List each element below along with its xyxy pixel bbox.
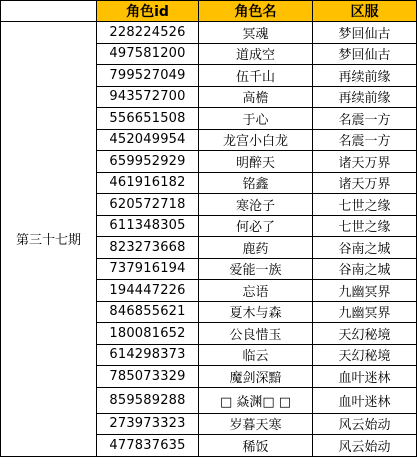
role-name-cell: 魔剑深黯 <box>199 366 313 388</box>
role-name-cell: 稀饭 <box>199 435 313 457</box>
server-cell: 九幽冥界 <box>313 280 417 302</box>
server-cell: 诸天万界 <box>313 151 417 173</box>
table-header-row <box>1 1 417 22</box>
role-id-cell: 452049954 <box>97 129 199 151</box>
role-id-cell: 620572718 <box>97 194 199 216</box>
role-id-cell: 799527049 <box>97 65 199 87</box>
table-row <box>1 22 417 44</box>
header-role-name: 角色名 <box>199 1 313 22</box>
server-cell: 名震一方 <box>313 108 417 130</box>
server-cell: 血叶迷林 <box>313 387 417 413</box>
header-server: 区服 <box>313 1 417 22</box>
role-id-cell: 180081652 <box>97 323 199 345</box>
role-name-cell: 伍千山 <box>199 65 313 87</box>
server-cell: 梦回仙古 <box>313 43 417 65</box>
role-id-cell: 611348305 <box>97 215 199 237</box>
role-id-cell: 614298373 <box>97 344 199 366</box>
server-cell: 天幻秘境 <box>313 344 417 366</box>
role-id-cell: 477837635 <box>97 435 199 457</box>
header-blank <box>1 1 97 22</box>
server-cell: 风云始动 <box>313 413 417 435</box>
period-label: 第三十七期 <box>1 22 97 457</box>
role-name-cell: 岁暮天寒 <box>199 413 313 435</box>
server-cell: 九幽冥界 <box>313 301 417 323</box>
role-id-cell: 943572700 <box>97 86 199 108</box>
role-name-cell: □ 焱渊□ □ <box>199 387 313 413</box>
role-name-cell: 寒沧子 <box>199 194 313 216</box>
server-cell: 名震一方 <box>313 129 417 151</box>
role-id-cell: 846855621 <box>97 301 199 323</box>
server-cell: 谷南之城 <box>313 258 417 280</box>
role-name-cell: 临云 <box>199 344 313 366</box>
role-id-cell: 785073329 <box>97 366 199 388</box>
role-id-cell: 737916194 <box>97 258 199 280</box>
header-role-id: 角色id <box>97 1 199 22</box>
role-name-cell: 冥魂 <box>199 22 313 44</box>
role-id-cell: 461916182 <box>97 172 199 194</box>
table-body <box>1 22 417 457</box>
server-cell: 七世之缘 <box>313 215 417 237</box>
role-id-cell: 556651508 <box>97 108 199 130</box>
role-id-cell: 273973323 <box>97 413 199 435</box>
server-cell: 诸天万界 <box>313 172 417 194</box>
role-id-cell: 823273668 <box>97 237 199 259</box>
server-cell: 再续前缘 <box>313 86 417 108</box>
role-id-cell: 194447226 <box>97 280 199 302</box>
role-name-cell: 于心 <box>199 108 313 130</box>
role-id-cell: 659952929 <box>97 151 199 173</box>
server-cell: 谷南之城 <box>313 237 417 259</box>
role-name-cell: 高檐 <box>199 86 313 108</box>
role-name-cell: 明醉天 <box>199 151 313 173</box>
role-name-cell: 忘语 <box>199 280 313 302</box>
server-cell: 血叶迷林 <box>313 366 417 388</box>
server-cell: 风云始动 <box>313 435 417 457</box>
role-name-cell: 爱能一族 <box>199 258 313 280</box>
role-id-cell: 859589288 <box>97 387 199 413</box>
role-name-cell: 铭鑫 <box>199 172 313 194</box>
server-cell: 梦回仙古 <box>313 22 417 44</box>
role-id-cell: 228224526 <box>97 22 199 44</box>
server-cell: 再续前缘 <box>313 65 417 87</box>
role-name-cell: 鹿药 <box>199 237 313 259</box>
role-name-cell: 龙宫小白龙 <box>199 129 313 151</box>
role-name-cell: 公良惜玉 <box>199 323 313 345</box>
role-name-cell: 道成空 <box>199 43 313 65</box>
role-name-cell: 夏木与森 <box>199 301 313 323</box>
role-name-cell: 何必了 <box>199 215 313 237</box>
role-id-cell: 497581200 <box>97 43 199 65</box>
server-cell: 天幻秘境 <box>313 323 417 345</box>
server-cell: 七世之缘 <box>313 194 417 216</box>
